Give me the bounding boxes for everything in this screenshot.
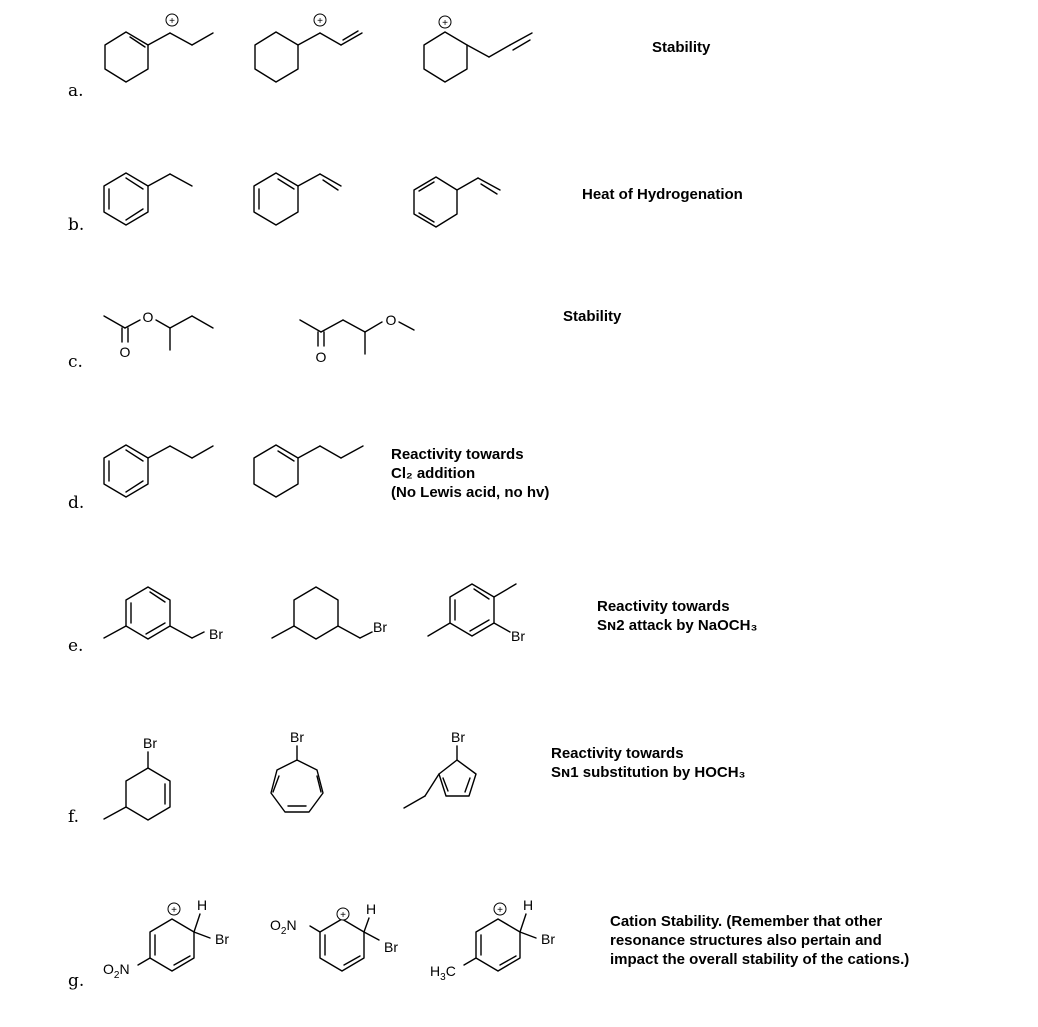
svg-text:Br: Br — [541, 931, 555, 947]
svg-text:+: + — [169, 16, 175, 27]
molecule-f2 — [271, 729, 323, 812]
svg-text:Br: Br — [373, 619, 387, 635]
row-letter-d: d. — [68, 493, 85, 513]
svg-text:+: + — [442, 18, 448, 29]
criterion-g: Cation Stability. (Remember that other resonance structures also pertain and impact the overall stability of the cations.) — [610, 913, 910, 968]
molecule-e2 — [272, 587, 387, 639]
svg-text:Br: Br — [143, 735, 157, 751]
svg-text:O: O — [119, 344, 131, 360]
molecule-f3 — [404, 729, 476, 808]
svg-text:O: O — [315, 349, 327, 365]
molecule-e1 — [104, 587, 223, 642]
row-letter-g: g. — [68, 971, 85, 991]
molecule-a2 — [255, 14, 362, 82]
criterion-d: Reactivity towards Cl₂ addition (No Lewis acid, no hv) — [391, 446, 550, 501]
molecule-d1 — [104, 445, 213, 497]
row-letter-a: a. — [68, 81, 84, 101]
svg-text:Br: Br — [290, 729, 304, 745]
svg-text:H: H — [365, 901, 377, 917]
row-letter-e: e. — [68, 636, 84, 656]
molecule-c2 — [300, 312, 414, 365]
svg-text:Br: Br — [215, 931, 229, 947]
svg-text:+: + — [317, 16, 323, 27]
criterion-e: Reactivity towards Sɴ2 attack by NaOCH₃ — [597, 598, 758, 634]
nitro-group-label: $O_2N$ — [103, 961, 130, 981]
molecule-f1 — [104, 735, 170, 820]
row-letter-b: b. — [68, 215, 85, 235]
methyl-group-label: $H_3C$ — [430, 963, 456, 983]
molecule-a1 — [105, 14, 213, 82]
molecule-a3 — [424, 16, 532, 82]
criterion-f: Reactivity towards Sɴ1 substitution by HOCH₃ — [551, 745, 746, 781]
criterion-a: Stability — [652, 39, 711, 56]
molecule-g1 — [103, 897, 229, 981]
svg-text:Br: Br — [511, 628, 525, 644]
molecule-g2 — [270, 901, 398, 971]
molecule-g3 — [430, 897, 555, 983]
svg-text:Br: Br — [209, 626, 223, 642]
molecule-e3 — [428, 584, 525, 644]
svg-text:+: + — [497, 905, 503, 916]
row-letter-f: f. — [68, 807, 80, 827]
svg-text:H: H — [196, 897, 208, 913]
row-letter-c: c. — [68, 352, 83, 372]
svg-text:O: O — [385, 312, 397, 328]
molecule-d2 — [254, 445, 363, 497]
molecule-b3 — [414, 177, 500, 227]
svg-text:Br: Br — [451, 729, 465, 745]
svg-text:+: + — [340, 910, 346, 921]
criterion-c: Stability — [563, 308, 622, 325]
svg-text:H: H — [522, 897, 534, 913]
criterion-b: Heat of Hydrogenation — [582, 186, 743, 203]
svg-text:+: + — [171, 905, 177, 916]
molecule-c1 — [104, 309, 213, 360]
molecule-b1 — [104, 173, 192, 225]
svg-text:O: O — [142, 309, 154, 325]
nitro-group-label: $O_2N$ — [270, 917, 297, 937]
svg-text:Br: Br — [384, 939, 398, 955]
molecule-b2 — [254, 173, 341, 225]
